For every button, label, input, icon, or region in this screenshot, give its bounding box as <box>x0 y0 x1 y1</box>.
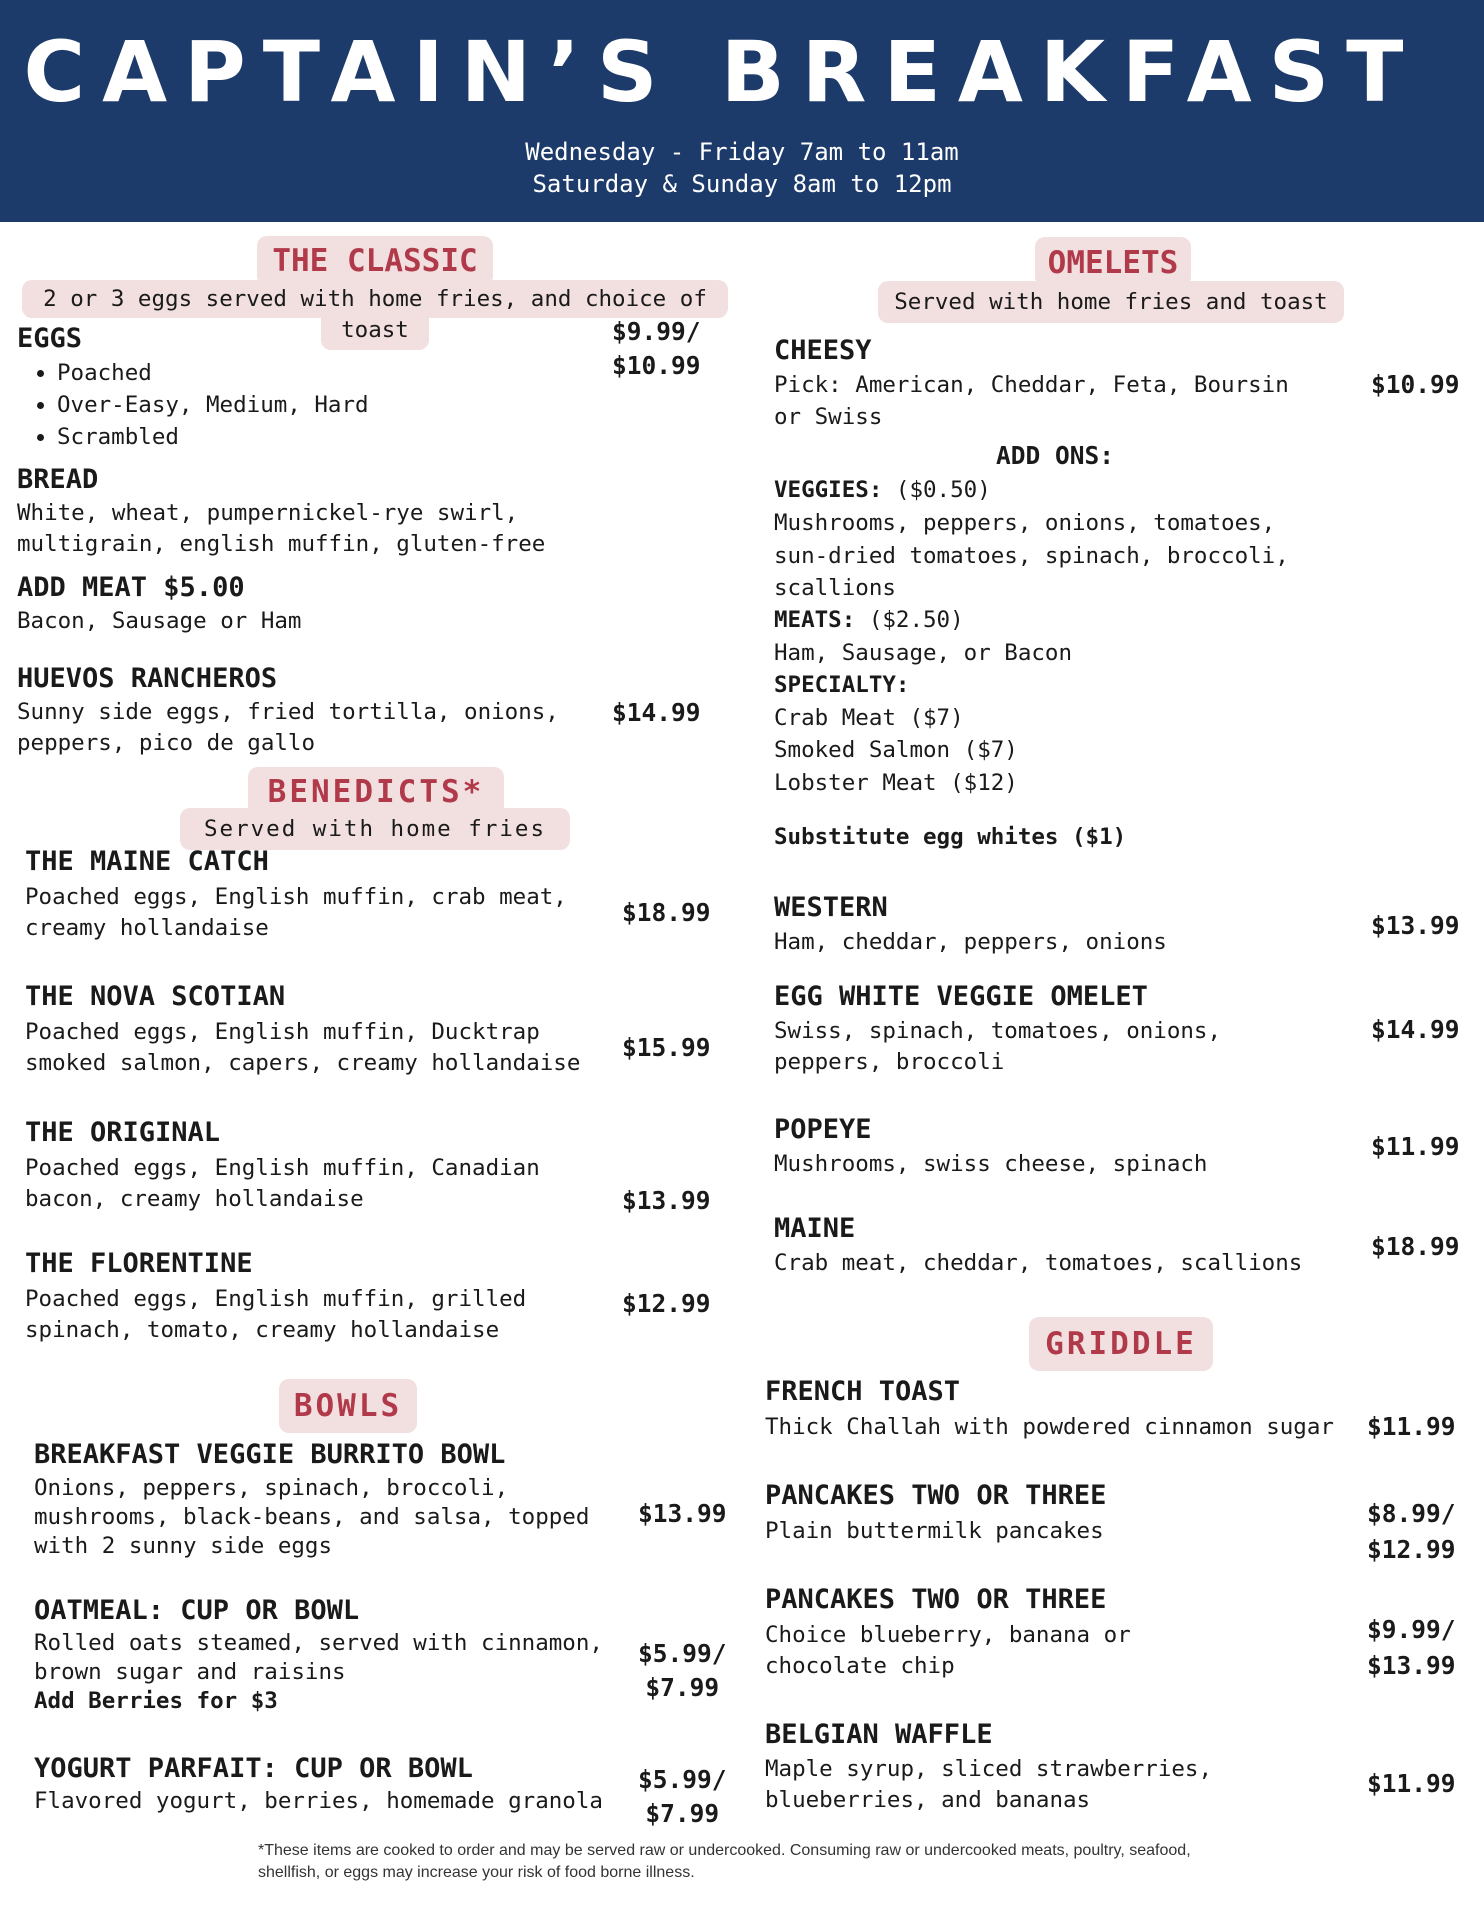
griddle-section-title: GRIDDLE <box>1045 1326 1197 1362</box>
omelet-desc: Ham, cheddar, peppers, onions <box>774 929 1167 955</box>
meats-desc: Ham, Sausage, or Bacon <box>774 640 1073 666</box>
omelet-name: POPEYE <box>774 1114 872 1145</box>
omelet-price: $11.99 <box>1371 1132 1460 1161</box>
specialty-item: Smoked Salmon ($7) <box>774 737 1018 763</box>
meats-label: MEATS: <box>774 607 856 633</box>
classic-section-title: THE CLASSIC <box>272 243 478 279</box>
griddle-item-name: PANCAKES TWO OR THREE <box>765 1584 1107 1615</box>
eggs-name: EGGS <box>17 323 83 354</box>
griddle-item-price: $11.99 <box>1367 1412 1456 1441</box>
bowl-desc: Flavored yogurt, berries, homemade granola <box>34 1788 603 1814</box>
bowl-price: $5.99/ $7.99 <box>638 1639 727 1702</box>
benedict-name: THE NOVA SCOTIAN <box>25 981 286 1012</box>
bread-name: BREAD <box>17 464 99 495</box>
griddle-item-name: BELGIAN WAFFLE <box>765 1719 993 1750</box>
eggs-options <box>17 357 369 453</box>
bowl-desc: Onions, peppers, spinach, broccoli, mushrooms, black-beans, and salsa, topped with 2 sunny side eggs <box>34 1475 590 1559</box>
omelets-subtitle: Served with home fries and toast <box>894 289 1328 315</box>
bread-desc: White, wheat, pumpernickel-rye swirl, multigrain, english muffin, gluten-free <box>17 500 546 557</box>
classic-subtitle: 2 or 3 eggs served with home fries, and choice of <box>43 286 707 312</box>
specialty-item: Lobster Meat ($12) <box>774 770 1018 796</box>
omelet-name: EGG WHITE VEGGIE OMELET <box>774 981 1148 1012</box>
oatmeal-add-berries: Add Berries for $3 <box>34 1688 278 1714</box>
classic-subtitle-cont: toast <box>341 317 409 343</box>
griddle-item-desc: Thick Challah with powdered cinnamon sugar <box>765 1414 1334 1440</box>
omelet-desc: Swiss, spinach, tomatoes, onions, peppers, broccoli <box>774 1018 1222 1075</box>
omelet-desc: Mushrooms, swiss cheese, spinach <box>774 1151 1208 1177</box>
bowl-name: BREAKFAST VEGGIE BURRITO BOWL <box>34 1439 506 1470</box>
bowl-desc: Rolled oats steamed, served with cinnamon, brown sugar and raisins <box>34 1630 603 1685</box>
veggies-label: VEGGIES: <box>774 477 883 503</box>
add-meat-name: ADD MEAT $5.00 <box>17 572 245 603</box>
griddle-item-desc: Maple syrup, sliced strawberries, blueberries, and bananas <box>765 1756 1213 1813</box>
meats-price: ($2.50) <box>855 607 964 633</box>
omelet-name: WESTERN <box>774 892 888 923</box>
eggs-price: $9.99/ $10.99 <box>612 317 701 380</box>
specialty-label: SPECIALTY: <box>774 672 910 698</box>
griddle-item-price: $11.99 <box>1367 1769 1456 1798</box>
cheesy-desc: Pick: American, Cheddar, Feta, Boursin or Swiss <box>774 372 1289 430</box>
specialty-item: Crab Meat ($7) <box>774 705 964 731</box>
add-ons-meats-line <box>774 604 964 637</box>
bowl-name: YOGURT PARFAIT: CUP OR BOWL <box>34 1753 473 1784</box>
benedict-desc: Poached eggs, English muffin, Canadian bacon, creamy hollandaise <box>25 1155 540 1212</box>
omelet-desc: Crab meat, cheddar, tomatoes, scallions <box>774 1250 1303 1276</box>
huevos-desc: Sunny side eggs, fried tortilla, onions, peppers, pico de gallo <box>17 699 559 756</box>
benedict-desc: Poached eggs, English muffin, grilled spinach, tomato, creamy hollandaise <box>25 1286 527 1343</box>
omelet-price: $13.99 <box>1371 911 1460 940</box>
huevos-price: $14.99 <box>612 698 701 727</box>
griddle-item-name: FRENCH TOAST <box>765 1376 961 1407</box>
raw-food-disclaimer: *These items are cooked to order and may be served raw or undercooked. Consuming raw or undercooked meats, poultry, seafood, shellfish, or eggs may increase your risk of food borne illness. <box>258 1842 1191 1881</box>
griddle-item-desc: Plain buttermilk pancakes <box>765 1518 1104 1544</box>
benedict-price: $18.99 <box>622 898 711 927</box>
benedict-price: $12.99 <box>622 1289 711 1318</box>
benedict-name: THE FLORENTINE <box>25 1248 253 1279</box>
menu-title: CAPTAIN’S BREAKFAST <box>23 23 1421 121</box>
cheesy-price: $10.99 <box>1371 370 1460 399</box>
omelet-price: $18.99 <box>1371 1232 1460 1261</box>
benedict-price: $13.99 <box>622 1186 711 1215</box>
omelets-section-title: OMELETS <box>1047 245 1179 281</box>
benedict-desc: Poached eggs, English muffin, Ducktrap smoked salmon, capers, creamy hollandaise <box>25 1019 581 1076</box>
omelet-price: $14.99 <box>1371 1015 1460 1044</box>
bowl-name: OATMEAL: CUP OR BOWL <box>34 1595 360 1626</box>
hours-weekend: Saturday & Sunday 8am to 12pm <box>532 170 952 198</box>
benedict-price: $15.99 <box>622 1033 711 1062</box>
add-ons-title: ADD ONS: <box>996 441 1115 470</box>
benedict-name: THE MAINE CATCH <box>25 846 269 877</box>
benedict-name: THE ORIGINAL <box>25 1117 221 1148</box>
bowl-price: $13.99 <box>638 1499 727 1528</box>
omelet-name: MAINE <box>774 1213 856 1244</box>
benedicts-subtitle: Served with home fries <box>203 816 546 842</box>
add-ons-veggies-line <box>774 474 991 507</box>
eggs-option: • Poached <box>57 357 369 389</box>
cheesy-name: CHEESY <box>774 335 872 366</box>
bowls-section-title: BOWLS <box>293 1388 403 1424</box>
griddle-item-price: $9.99/ $13.99 <box>1367 1615 1456 1680</box>
veggies-price: ($0.50) <box>882 477 991 503</box>
huevos-name: HUEVOS RANCHEROS <box>17 663 278 694</box>
benedicts-section-title: BENEDICTS* <box>267 774 485 810</box>
griddle-item-name: PANCAKES TWO OR THREE <box>765 1480 1107 1511</box>
bowl-price: $5.99/ $7.99 <box>638 1765 727 1828</box>
hours-weekday: Wednesday - Friday 7am to 11am <box>525 138 959 166</box>
eggs-option: • Scrambled <box>57 421 369 453</box>
griddle-item-desc: Choice blueberry, banana or chocolate chip <box>765 1622 1131 1679</box>
griddle-item-price: $8.99/ $12.99 <box>1367 1499 1456 1564</box>
eggs-option: • Over-Easy, Medium, Hard <box>57 389 369 421</box>
veggies-desc: Mushrooms, peppers, onions, tomatoes, sun-dried tomatoes, spinach, broccoli, scallions <box>774 510 1289 601</box>
benedict-desc: Poached eggs, English muffin, crab meat, creamy hollandaise <box>25 884 567 941</box>
egg-whites-note: Substitute egg whites ($1) <box>774 824 1127 850</box>
add-meat-desc: Bacon, Sausage or Ham <box>17 608 302 634</box>
